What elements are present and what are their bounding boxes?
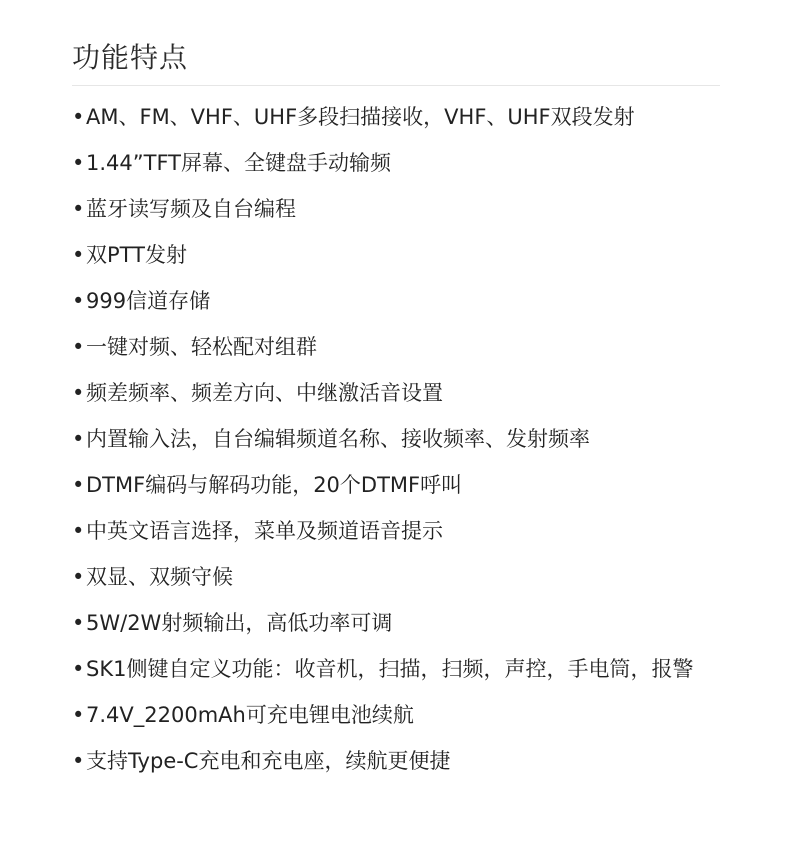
feature-item (72, 327, 693, 373)
bullet-icon: • (72, 749, 85, 773)
feature-text: SK1侧键自定义功能：收音机，扫描，扫频，声控，手电筒，报警 (86, 657, 694, 681)
bullet-icon: • (72, 565, 85, 589)
feature-text: 7.4V_2200mAh可充电锂电池续航 (86, 703, 414, 727)
feature-text: 频差频率、频差方向、中继激活音设置 (86, 381, 443, 405)
bullet-icon: • (72, 381, 85, 405)
bullet-icon: • (72, 427, 85, 451)
bullet-icon: • (72, 335, 85, 359)
bullet-icon: • (72, 657, 85, 681)
feature-text: 双显、双频守候 (86, 565, 233, 589)
feature-item (72, 603, 693, 649)
feature-item (72, 189, 693, 235)
bullet-icon: • (72, 289, 85, 313)
feature-item (72, 695, 693, 741)
feature-text: 一键对频、轻松配对组群 (86, 335, 317, 359)
feature-text: 中英文语言选择，菜单及频道语音提示 (86, 519, 443, 543)
feature-item (72, 97, 693, 143)
bullet-icon: • (72, 197, 85, 221)
bullet-icon: • (72, 473, 85, 497)
bullet-icon: • (72, 611, 85, 635)
title-divider (72, 85, 720, 86)
bullet-icon: • (72, 105, 85, 129)
feature-text: 5W/2W射频输出，高低功率可调 (86, 611, 393, 635)
bullet-icon: • (72, 243, 85, 267)
feature-text: 1.44”TFT屏幕、全键盘手动输频 (86, 151, 392, 175)
feature-item (72, 143, 693, 189)
feature-item (72, 511, 693, 557)
feature-item (72, 373, 693, 419)
feature-item (72, 281, 693, 327)
feature-text: 双PTT发射 (86, 243, 187, 267)
bullet-icon: • (72, 151, 85, 175)
bullet-icon: • (72, 703, 85, 727)
feature-text: AM、FM、VHF、UHF多段扫描接收，VHF、UHF双段发射 (86, 105, 635, 129)
feature-text: 999信道存储 (86, 289, 211, 313)
feature-item (72, 235, 693, 281)
feature-text: 蓝牙读写频及自台编程 (86, 197, 296, 221)
feature-item (72, 741, 693, 787)
feature-list (72, 97, 693, 787)
feature-item (72, 465, 693, 511)
feature-item (72, 419, 693, 465)
section-title: 功能特点 (72, 41, 189, 74)
feature-text: DTMF编码与解码功能，20个DTMF呼叫 (86, 473, 463, 497)
feature-text: 内置输入法，自台编辑频道名称、接收频率、发射频率 (86, 427, 590, 451)
feature-text: 支持Type-C充电和充电座，续航更便捷 (86, 749, 451, 773)
bullet-icon: • (72, 519, 85, 543)
feature-item (72, 557, 693, 603)
feature-item (72, 649, 693, 695)
